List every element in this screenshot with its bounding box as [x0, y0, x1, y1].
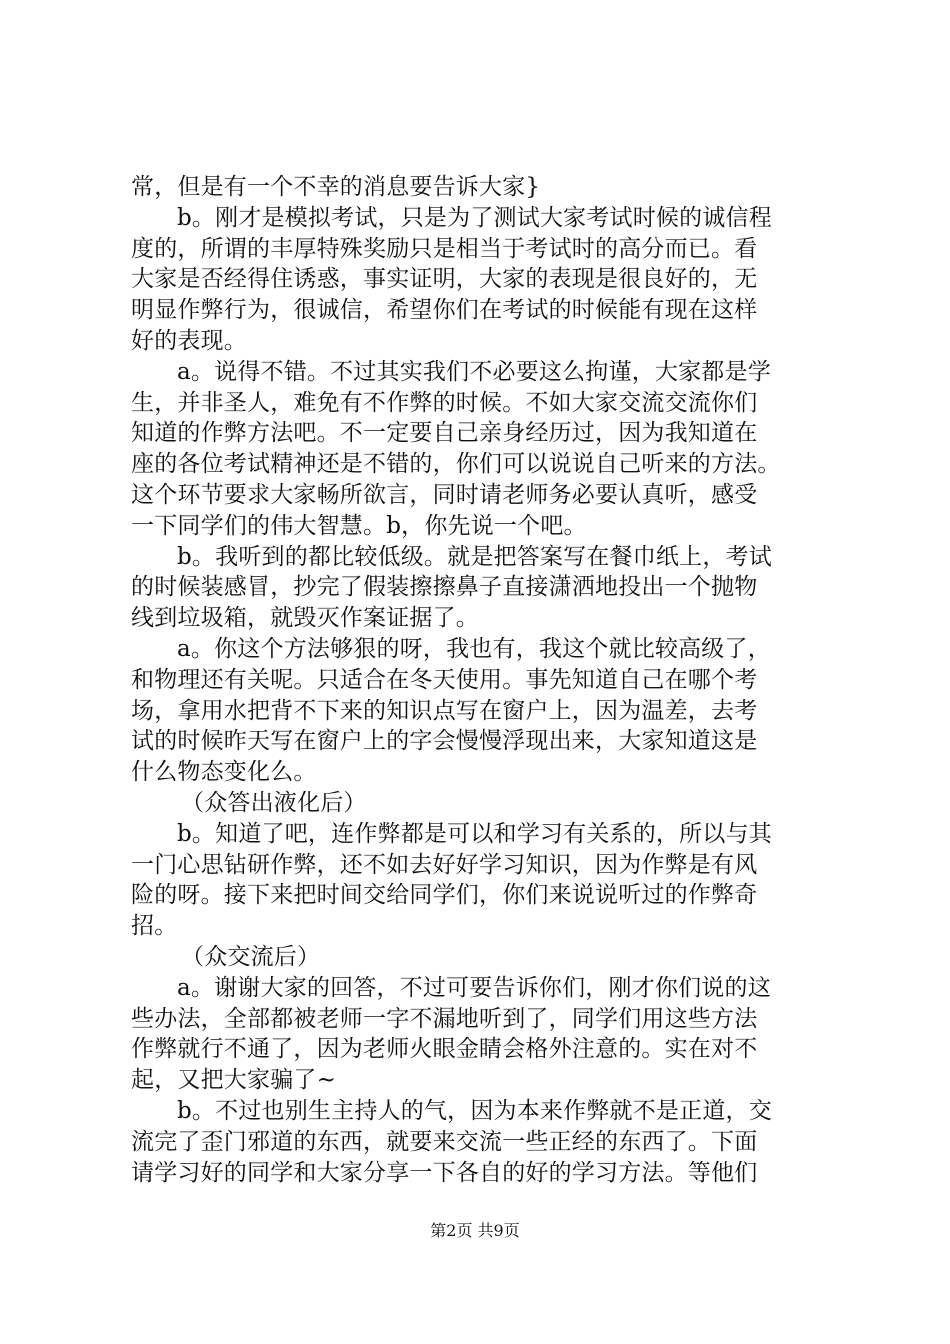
- text-line: b。知道了吧，连作弊都是可以和学习有关系的，所以与其: [177, 820, 772, 847]
- text-line: b。刚才是模拟考试，只是为了测试大家考试时候的诚信程: [177, 204, 772, 231]
- text-line: 险的呀。接下来把时间交给同学们，你们来说说听过的作弊奇: [131, 882, 758, 909]
- text-line: a。谢谢大家的回答，不过可要告诉你们，刚才你们说的这: [177, 974, 771, 1001]
- page-number: 第2页 共9页: [430, 1221, 520, 1240]
- text-line: 流完了歪门邪道的东西，就要来交流一些正经的东西了。下面: [131, 1128, 758, 1155]
- text-line: b。不过也别生主持人的气，因为本来作弊就不是正道，交: [177, 1097, 772, 1124]
- text-line: 座的各位考试精神还是不错的，你们可以说说自己听来的方法。: [131, 451, 781, 478]
- text-line: 的时候装感冒，抄完了假装擦擦鼻子直接潇洒地投出一个抛物: [131, 574, 758, 601]
- text-line: a。说得不错。不过其实我们不必要这么拘谨，大家都是学: [177, 358, 771, 385]
- text-line: 什么物态变化么。: [131, 759, 317, 786]
- text-line: b。我听到的都比较低级。就是把答案写在餐巾纸上，考试: [177, 543, 772, 570]
- text-line: 大家是否经得住诱惑，事实证明，大家的表现是很良好的，无: [131, 266, 758, 293]
- text-line: 生，并非圣人，难免有不作弊的时候。不如大家交流交流你们: [131, 389, 758, 416]
- stage-direction: （众答出液化后）: [181, 789, 367, 816]
- text-line: 些办法，全部都被老师一字不漏地听到了，同学们用这些方法: [131, 1005, 758, 1032]
- text-line: 试的时候昨天写在窗户上的字会慢慢浮现出来，大家知道这是: [131, 728, 758, 755]
- text-line: 明显作弊行为，很诚信，希望你们在考试的时候能有现在这样: [131, 297, 758, 324]
- text-line: 一下同学们的伟大智慧。b，你先说一个吧。: [131, 512, 587, 539]
- text-line: 好的表现。: [131, 327, 247, 354]
- text-line: 和物理还有关呢。只适合在冬天使用。事先知道自己在哪个考: [131, 666, 758, 693]
- text-line: 场，拿用水把背不下来的知识点写在窗户上，因为温差，去考: [131, 697, 758, 724]
- text-line: 招。: [131, 913, 178, 940]
- text-line: 常，但是有一个不幸的消息要告诉大家}: [131, 174, 541, 200]
- text-line: 一门心思钻研作弊，还不如去好好学习知识，因为作弊是有风: [131, 851, 758, 878]
- text-line: 起，又把大家骗了~: [131, 1067, 337, 1094]
- text-line: 线到垃圾箱，就毁灭作案证据了。: [131, 605, 479, 632]
- text-line: 这个环节要求大家畅所欲言，同时请老师务必要认真听，感受: [131, 481, 758, 508]
- document-body: [131, 172, 831, 1188]
- text-line: 知道的作弊方法吧。不一定要自己亲身经历过，因为我知道在: [131, 420, 758, 447]
- text-line: 度的，所谓的丰厚特殊奖励只是相当于考试时的高分而已。看: [131, 235, 758, 262]
- text-line: 作弊就行不通了，因为老师火眼金睛会格外注意的。实在对不: [131, 1036, 758, 1063]
- text-line: 请学习好的同学和大家分享一下各自的好的学习方法。等他们: [131, 1159, 758, 1186]
- text-line: a。你这个方法够狠的呀，我也有，我这个就比较高级了，: [177, 635, 771, 662]
- stage-direction: （众交流后）: [181, 943, 321, 970]
